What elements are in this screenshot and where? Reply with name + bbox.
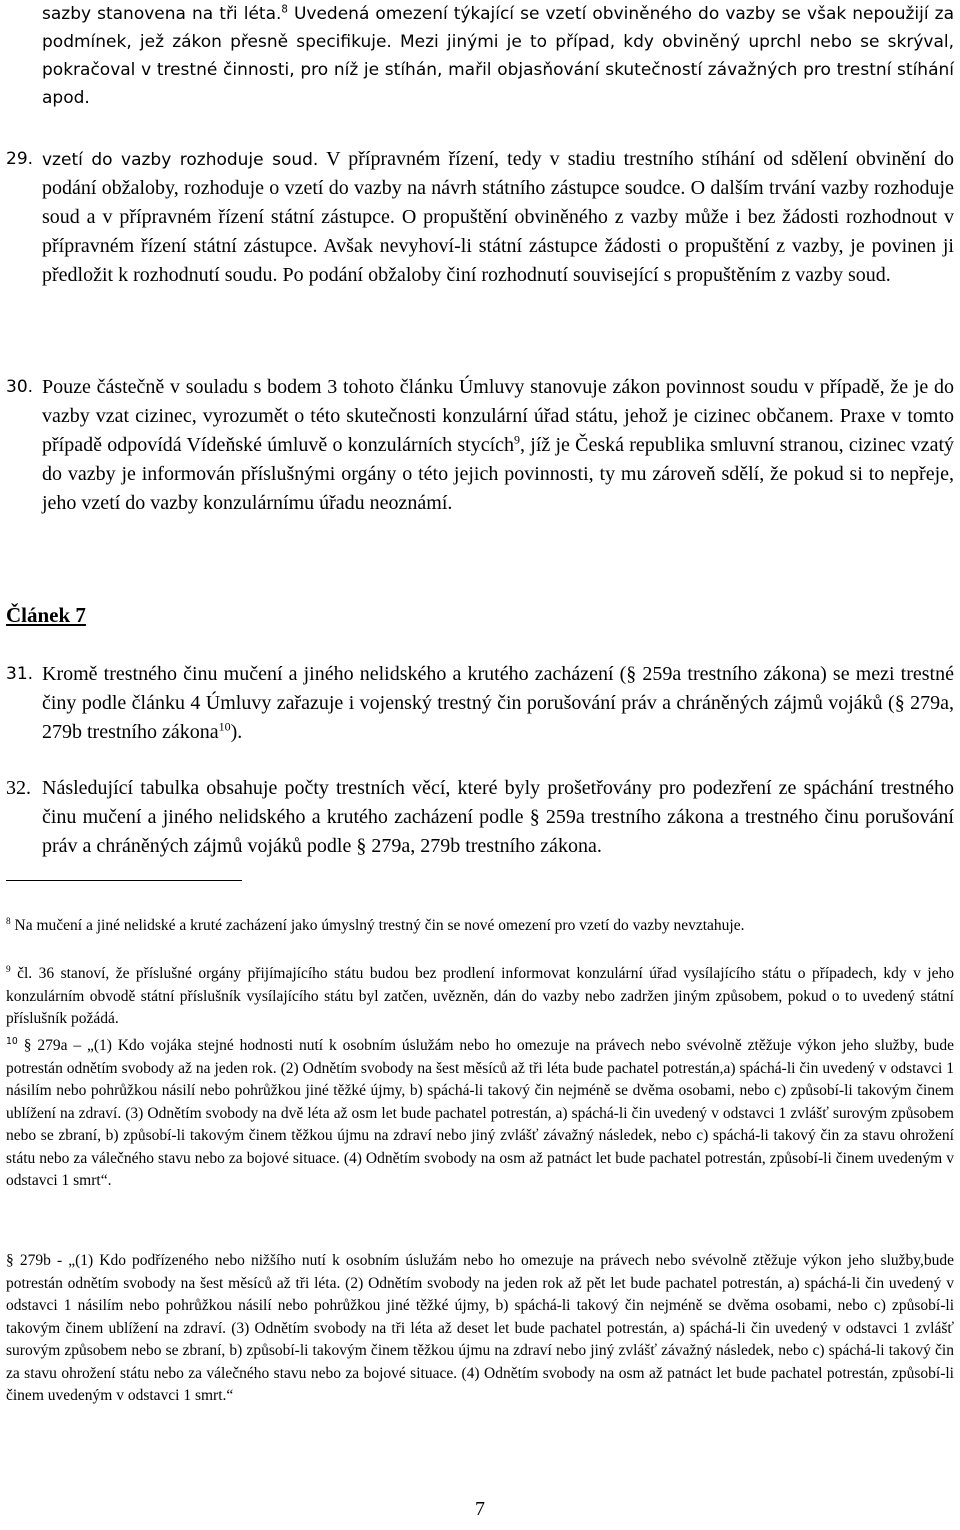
paragraph-lead: vzetí do vazby rozhoduje soud.	[42, 150, 319, 170]
paragraph-text: Uvedená omezení týkající se vzetí obviněného do vazby se však nepoužijí za podmínek, jež zákon přesně specifikuje. Mezi jinými je to případ, kdy obviněný uprchl nebo se skrýval, pokračoval v trestné činnosti, pro níž je stíhán, mařil objasňování skutečností závažných pro trestní stíhání apod.	[42, 4, 954, 108]
footnote-10-continued	[6, 1250, 954, 1408]
footnote-mark: 8	[6, 916, 11, 927]
footnote-8	[6, 915, 954, 938]
paragraph-text: V přípravném řízení, tedy v stadiu trestního stíhání od sdělení obvinění do podání obžaloby, rozhoduje o vzetí do vazby na návrh státního zástupce soudce. O dalším trvání vazby rozhoduje soud a v přípravném řízení státní zástupce. O propuštění obviněného z vazby může i bez žádosti rozhodnout v přípravném řízení státní zástupce. Avšak nevyhoví-li státní zástupce žádosti o propuštění z vazby, je povinen ji předložit k rozhodnutí soudu. Po podání obžaloby činí rozhodnutí související s propuštěním z vazby soud.	[42, 148, 955, 286]
footnote-mark: 10	[6, 1035, 18, 1047]
paragraph-number-29: 29.	[6, 149, 34, 169]
paragraph-31	[42, 660, 954, 747]
footnote-text: § 279b - „(1) Kdo podřízeného nebo nižšího nutí k osobním úslužám nebo ho omezuje na právech nebo svévolně ztěžuje výkon jeho služby,bude potrestán odnětím svobody na šest měsíců až tři léta. (2) Odnětím svobody na jeden rok až pět let bude pachatel potrestán, a) spáchá-li čin uvedený v odstavci 1 násilím nebo pohrůžkou násilí nebo pohrůžkou jiné těžké újmy, b) spáchá-li takový čin nejméně se dvěma osobami, nebo c) způsobí-li takovým činem ublížení na zdraví. (3) Odnětím svobody na tři léta až deset let bude pachatel potrestán, a) spáchá-li čin uvedený v odstavci 1 zvlášť surovým způsobem nebo se zbraní, b) způsobí-li takovým činem těžkou újmu na zdraví nebo jiný zvlášť závažný následek, nebo c) spáchá-li takový čin za stavu ohrožení státu nebo za válečného stavu nebo za bojové situace. (4) Odnětím svobody na osm až patnáct let bude pachatel potrestán, způsobí-li činem uvedeným v odstavci 1 smrt.“	[6, 1252, 954, 1404]
paragraph-text: , jíž je Česká republika smluvní stranou, cizinec vzatý do vazby je informován příslušnými orgány o této jejich povinnosti, ty mu zároveň sdělí, že pokud si to nepřeje, jeho vzetí do vazby konzulárnímu úřadu neoznámí.	[42, 434, 954, 514]
paragraph-number-32: 32.	[6, 777, 31, 799]
footnote-10	[6, 1035, 954, 1193]
footnote-text: § 279a – „(1) Kdo vojáka stejné hodnosti nutí k osobním úslužám nebo ho omezuje na právech nebo svévolně ztěžuje výkon jeho služby, bude potrestán odnětím svobody až na jeden rok. (2) Odnětím svobody na šest měsíců až tři léta bude pachatel potrestán,a) spáchá-li čin uvedený v odstavci 1 násilím nebo pohrůžkou násilí nebo pohrůžkou jiné těžké újmy, b) spáchá-li takový čin nejméně se dvěma osobami, nebo c) způsobí-li takovým činem ublížení na zdraví. (3) Odnětím svobody na dvě léta až osm let bude pachatel potrestán, a) spáchá-li čin uvedený v odstavci 1 zvlášť surovým způsobem nebo se zbraní, b) způsobí-li takovým činem těžkou újmu na zdraví nebo jiný zvlášť závažný následek, nebo c) spáchá-li takový čin za stavu ohrožení státu nebo za válečného stavu nebo za bojové situace. (4) Odnětím svobody na osm až patnáct let bude pachatel potrestán, způsobí-li činem uvedeným v odstavci 1 smrt“.	[6, 1037, 954, 1189]
paragraph-29	[42, 145, 954, 290]
paragraph-continuation	[42, 0, 954, 112]
paragraph-text: sazby stanovena na tři léta.	[42, 4, 282, 24]
footnote-ref-8[interactable]: 8	[281, 4, 288, 16]
footnote-separator	[6, 880, 242, 881]
footnote-mark: 9	[6, 964, 11, 975]
paragraph-text: Pouze částečně v souladu s bodem 3 tohoto článku Úmluvy stanovuje zákon povinnost soudu v případě, že je do vazby vzat cizinec, vyrozumět o této skutečnosti konzulární úřad státu, jehož je cizinec občanem. Praxe v tomto případě odpovídá Vídeňské úmluvě o konzulárních stycích	[42, 376, 954, 456]
footnote-ref-9[interactable]: 9	[514, 432, 521, 447]
page-number: 7	[475, 1498, 485, 1520]
footnote-9	[6, 963, 954, 1031]
paragraph-32: Následující tabulka obsahuje počty trestních věcí, které byly prošetřovány pro podezření ze spáchání trestného činu mučení a jiného nelidského a krutého zacházení podle § 259a trestního zákona a trestného činu porušování práv a chráněných zájmů vojáků podle § 279a, 279b trestního zákona.	[42, 777, 954, 857]
article-heading: Článek 7	[6, 603, 86, 627]
paragraph-number-30: 30.	[6, 377, 34, 397]
paragraph-text: Kromě trestného činu mučení a jiného nelidského a krutého zacházení (§ 259a trestního zákona) se mezi trestné činy podle článku 4 Úmluvy zařazuje i vojenský trestný čin porušování práv a chráněných zájmů vojáků (§ 279a, 279b trestního zákona	[42, 663, 954, 743]
paragraph-30	[42, 373, 954, 518]
footnote-text: čl. 36 stanoví, že příslušné orgány přijímajícího státu budou bez prodlení informovat konzulární úřad vysílajícího státu o případech, kdy v jeho konzulárním obvodě státní příslušník vysílajícího státu byl zatčen, uvězněn, dán do vazby nebo zadržen jiným způsobem, pokud o to uvedený státní příslušník požádá.	[6, 965, 954, 1027]
footnote-ref-10[interactable]: 10	[218, 719, 231, 734]
paragraph-number-31: 31.	[6, 664, 34, 684]
paragraph-text: ).	[230, 721, 243, 743]
footnote-text: Na mučení a jiné nelidské a kruté zacházení jako úmyslný trestný čin se nové omezení pro vzetí do vazby nevztahuje.	[10, 917, 745, 934]
